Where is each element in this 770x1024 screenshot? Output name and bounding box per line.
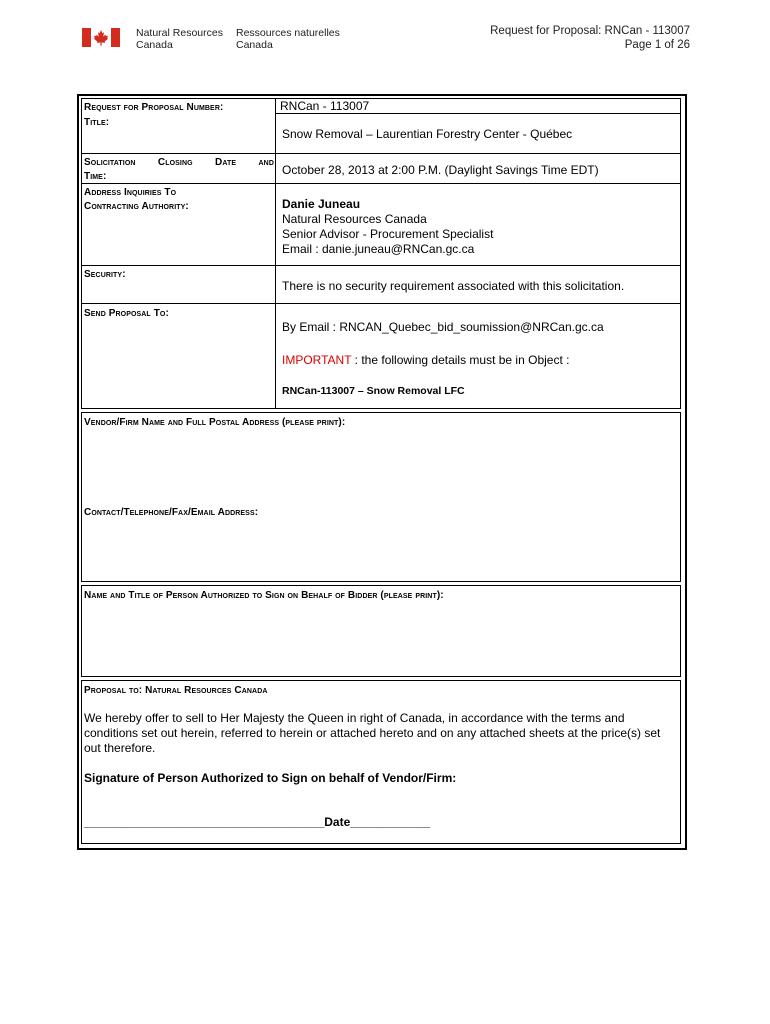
rfp-form [77,94,687,850]
important-note [282,353,569,368]
department-name-en: Natural Resources Canada [136,27,223,51]
title-value: Snow Removal – Laurentian Forestry Center - Québec [282,127,573,141]
signature-label: Signature of Person Authorized to Sign on behalf of Vendor/Firm: [84,771,457,785]
inquiries-label-1: Address Inquiries To [84,187,177,198]
contact-email: Email : danie.juneau@RNCan.gc.ca [282,242,475,256]
important-rest: : the following details must be in Object : [351,353,570,367]
canada-flag-icon [82,28,120,47]
authorized-person-section [81,585,681,677]
proposal-section [81,680,681,844]
title-label: Title: [84,117,110,128]
rfp-info-section [81,98,681,409]
page-number: Page 1 of 26 [624,39,690,51]
vendor-name-label: Vendor/Firm Name and Full Postal Address (please print): [84,417,346,428]
object-line: RNCan-113007 – Snow Removal LFC [282,385,465,397]
vendor-section [81,412,681,582]
closing-date-label-2: Time: [84,171,107,182]
closing-date-label-1: Solicitation Closing Date and [84,157,274,168]
closing-date-value: October 28, 2013 at 2:00 P.M. (Daylight Savings Time EDT) [282,163,599,177]
send-proposal-email: By Email : RNCAN_Quebec_bid_soumission@NRCan.gc.ca [282,320,604,334]
header-reference [490,24,690,52]
inquiries-label-2: Contracting Authority: [84,201,189,212]
send-proposal-label: Send Proposal To: [84,308,169,319]
security-value: There is no security requirement associated with this solicitation. [282,279,625,293]
rfp-number-label: Request for Proposal Number: [84,102,224,113]
proposal-to-label: Proposal to: Natural Resources Canada [84,685,268,696]
contact-title: Senior Advisor - Procurement Specialist [282,227,494,241]
authorized-person-label: Name and Title of Person Authorized to Sign on Behalf of Bidder (please print): [84,590,444,601]
rfp-number-value: RNCan - 113007 [280,99,370,113]
important-word: IMPORTANT [282,353,352,367]
contact-org: Natural Resources Canada [282,212,427,226]
security-label: Security: [84,269,126,280]
vendor-contact-label: Contact/Telephone/Fax/Email Address: [84,507,259,518]
department-name-fr: Ressources naturelles Canada [236,27,340,51]
rfp-reference: Request for Proposal: RNCan - 113007 [490,25,690,37]
offer-text: We hereby offer to sell to Her Majesty the Queen in right of Canada, in accordance with the terms and conditions set out herein, referred to herein or attached hereto and on any attached sheets at the price(s) set out therefore. [84,711,661,755]
signature-line: ____________________________________Date____________ [84,815,431,829]
contact-name: Danie Juneau [282,197,361,211]
